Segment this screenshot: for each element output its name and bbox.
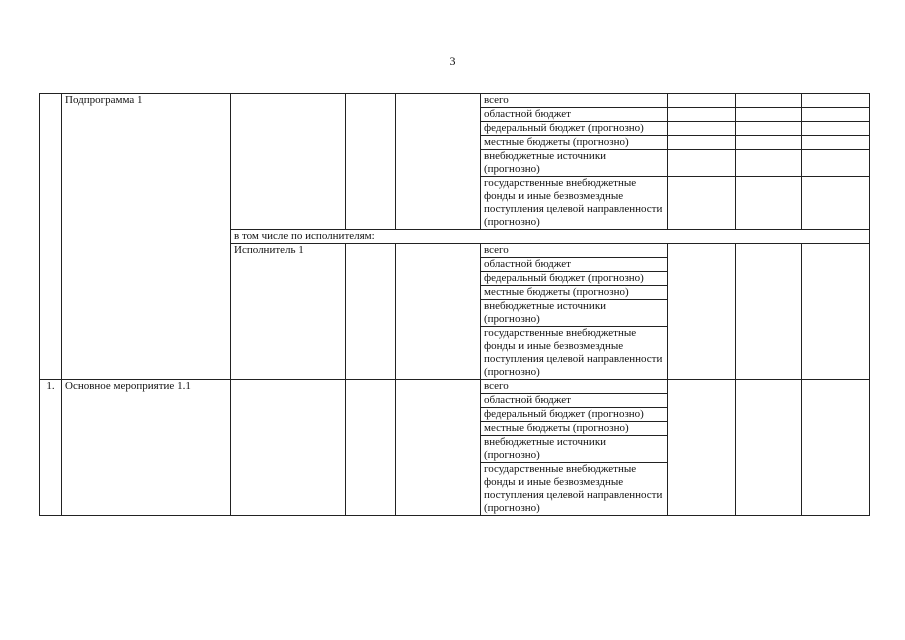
source-local: местные бюджеты (прогнозно)	[481, 422, 667, 436]
amount-cell	[736, 136, 802, 150]
performer-sources	[481, 244, 668, 380]
amount-cell	[736, 108, 802, 122]
source-regional: областной бюджет	[481, 394, 667, 408]
amount-cell	[736, 380, 802, 516]
measure-name: Основное мероприятие 1.1	[62, 380, 231, 516]
amount-cell	[668, 177, 736, 230]
amount-cell	[668, 244, 736, 380]
source-regional: областной бюджет	[481, 108, 668, 122]
amount-cell	[802, 244, 870, 380]
source-federal: федеральный бюджет (прогнозно)	[481, 408, 667, 422]
blank-cell	[346, 244, 396, 380]
source-local: местные бюджеты (прогнозно)	[481, 136, 668, 150]
blank-cell	[346, 380, 396, 516]
performer-name: Исполнитель 1	[231, 244, 346, 380]
blank-cell	[231, 380, 346, 516]
table-row	[40, 94, 870, 108]
amount-cell	[668, 136, 736, 150]
source-state-funds: государственные внебюджетные фонды и иные безвозмездные поступления целевой направленности (прогнозно)	[484, 463, 663, 514]
performers-caption: в том числе по исполнителям:	[231, 230, 870, 244]
row-number: 1.	[40, 380, 62, 516]
source-local: местные бюджеты (прогнозно)	[481, 286, 667, 300]
amount-cell	[668, 380, 736, 516]
source-federal: федеральный бюджет (прогнозно)	[481, 122, 668, 136]
source-extra: внебюджетные источники (прогнозно)	[481, 436, 667, 463]
blank-cell	[396, 94, 481, 230]
source-extra: внебюджетные источники (прогнозно)	[481, 150, 668, 177]
amount-cell	[736, 150, 802, 177]
source-total: всего	[481, 244, 667, 258]
budget-table	[39, 93, 870, 516]
source-federal: федеральный бюджет (прогнозно)	[481, 272, 667, 286]
amount-cell	[668, 94, 736, 108]
blank-cell	[396, 244, 481, 380]
amount-cell	[736, 244, 802, 380]
source-regional: областной бюджет	[481, 258, 667, 272]
amount-cell	[802, 150, 870, 177]
amount-cell	[668, 122, 736, 136]
blank-cell	[346, 94, 396, 230]
measure-sources	[481, 380, 668, 516]
source-total: всего	[481, 94, 668, 108]
page-number: 3	[449, 54, 456, 68]
source-state-funds: государственные внебюджетные фонды и иные безвозмездные поступления целевой направленности (прогнозно)	[484, 327, 663, 378]
performer-cell	[231, 94, 346, 230]
amount-cell	[802, 380, 870, 516]
amount-cell	[736, 177, 802, 230]
source-total: всего	[481, 380, 667, 394]
amount-cell	[802, 94, 870, 108]
row-number	[40, 94, 62, 380]
amount-cell	[668, 150, 736, 177]
amount-cell	[802, 177, 870, 230]
amount-cell	[802, 122, 870, 136]
source-state-funds: государственные внебюджетные фонды и иные безвозмездные поступления целевой направленности (прогнозно)	[481, 177, 668, 230]
amount-cell	[736, 94, 802, 108]
blank-cell	[396, 380, 481, 516]
table-row	[40, 380, 870, 516]
source-extra: внебюджетные источники (прогнозно)	[481, 300, 667, 327]
subprogram-name: Подпрограмма 1	[62, 94, 231, 380]
amount-cell	[802, 136, 870, 150]
amount-cell	[668, 108, 736, 122]
amount-cell	[736, 122, 802, 136]
amount-cell	[802, 108, 870, 122]
